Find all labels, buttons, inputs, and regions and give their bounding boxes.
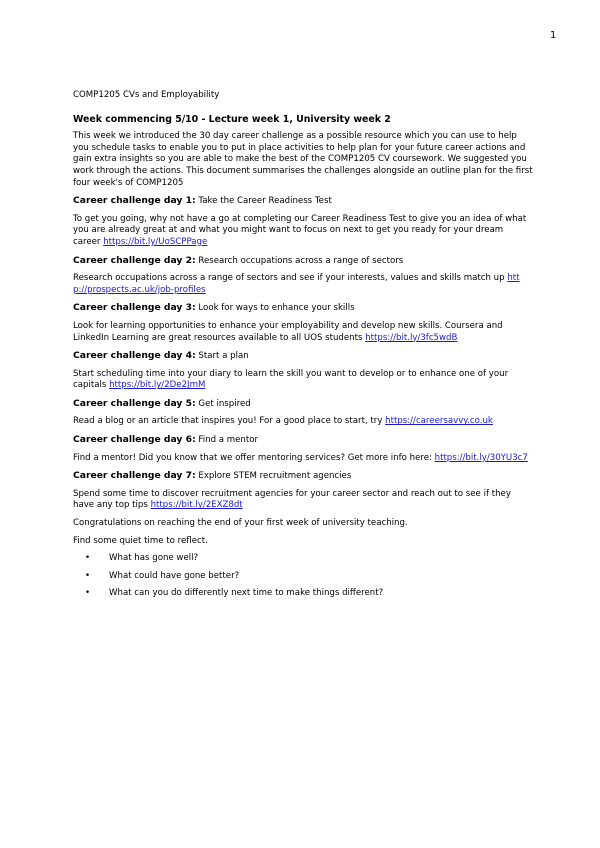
course-title: COMP1205 CVs and Employability bbox=[73, 90, 220, 100]
reflect-question bbox=[73, 588, 533, 600]
reflect-question bbox=[73, 553, 533, 565]
challenge-description bbox=[73, 273, 533, 296]
challenge-text: Find a mentor! Did you know that we offer mentoring services? Get more info here: bbox=[73, 452, 435, 463]
challenge-title: Take the Career Readiness Test bbox=[198, 196, 332, 207]
intro-paragraph: This week we introduced the 30 day career challenge as a possible resource which you can use to help you schedule tasks to enable you to put in place activities to help plan for your future career actions and gain extra insights so you are able to make the best of the COMP1205 CV coursework. We suggested you work through the actions. This document summarises the challenges alongside an outline plan for the first four week's of COMP1205 bbox=[73, 131, 533, 188]
challenge-label: Career challenge day 5: bbox=[73, 397, 196, 409]
challenge-text: To get you going, why not have a go at completing our Career Readiness Test to give you an idea of what you are already great at and what you might want to focus on next to get you ready for your dream career bbox=[73, 213, 527, 247]
challenge-heading bbox=[73, 434, 533, 447]
challenge-title: Explore STEM recruitment agencies bbox=[198, 471, 352, 482]
challenge-link[interactable]: https://bit.ly/UoSCPPage bbox=[103, 236, 208, 247]
challenge-link[interactable]: https://bit.ly/2De2JmM bbox=[109, 380, 206, 391]
reflect-question-text: What can you do differently next time to make things different? bbox=[109, 588, 384, 599]
bullet-icon: • bbox=[85, 588, 91, 599]
week-heading: Week commencing 5/10 - Lecture week 1, University week 2 bbox=[73, 113, 391, 125]
challenge-heading bbox=[73, 302, 533, 315]
reflect-question-text: What has gone well? bbox=[109, 553, 199, 564]
challenge-title: Find a mentor bbox=[198, 435, 259, 446]
challenge-text: Read a blog or an article that inspires you! For a good place to start, try bbox=[73, 416, 386, 427]
challenge-title: Get inspired bbox=[198, 398, 251, 409]
congratulations-text: Congratulations on reaching the end of your first week of university teaching. bbox=[73, 518, 408, 529]
challenge-text: Spend some time to discover recruitment agencies for your career sector and reach out to see if they have any top tips bbox=[73, 488, 511, 511]
challenge-link[interactable]: https://bit.ly/2EXZ8dt bbox=[150, 500, 243, 511]
challenge-label: Career challenge day 2: bbox=[73, 254, 196, 266]
challenge-list bbox=[73, 195, 533, 512]
challenge-heading bbox=[73, 398, 533, 411]
challenge-text: Look for learning opportunities to enhance your employability and develop new skills. Coursera and LinkedIn Learning are great resources available to all UOS students bbox=[73, 320, 503, 343]
challenge-title: Research occupations across a range of sectors bbox=[198, 255, 404, 266]
challenge-title: Start a plan bbox=[198, 351, 249, 362]
challenge-description bbox=[73, 489, 533, 512]
challenge-text: Research occupations across a range of sectors and see if your interests, values and skills match up bbox=[73, 273, 508, 284]
reflect-intro: Find some quiet time to reflect. bbox=[73, 535, 208, 546]
challenge-link[interactable]: https://bit.ly/30YU3c7 bbox=[434, 452, 528, 463]
challenge-text: Start scheduling time into your diary to learn the skill you want to develop or to enhance one of your capitals bbox=[73, 368, 509, 391]
bullet-icon: • bbox=[85, 553, 91, 564]
challenge-description bbox=[73, 369, 533, 392]
challenge-label: Career challenge day 3: bbox=[73, 302, 196, 314]
challenge-description bbox=[73, 321, 533, 344]
challenge-heading bbox=[73, 470, 533, 483]
challenge-description bbox=[73, 453, 533, 465]
page-number: 1 bbox=[550, 30, 557, 41]
reflect-question-text: What could have gone better? bbox=[109, 570, 240, 581]
bullet-icon: • bbox=[85, 570, 91, 581]
challenge-label: Career challenge day 7: bbox=[73, 470, 196, 482]
challenge-description bbox=[73, 416, 533, 428]
challenge-heading bbox=[73, 195, 533, 208]
challenge-heading bbox=[73, 255, 533, 268]
challenge-title: Look for ways to enhance your skills bbox=[198, 303, 355, 314]
reflect-question-list bbox=[73, 553, 533, 600]
challenge-link[interactable]: https://bit.ly/3fc5wdB bbox=[365, 332, 458, 343]
challenge-link[interactable]: http://prospects.ac.uk/job-profiles bbox=[73, 273, 520, 295]
reflect-question bbox=[73, 571, 533, 583]
challenge-label: Career challenge day 1: bbox=[73, 195, 196, 207]
challenge-link[interactable]: https://careersavvy.co.uk bbox=[385, 416, 493, 427]
challenge-label: Career challenge day 4: bbox=[73, 350, 196, 362]
challenge-heading bbox=[73, 350, 533, 363]
challenge-label: Career challenge day 6: bbox=[73, 434, 196, 446]
challenge-description bbox=[73, 214, 533, 249]
document-body bbox=[73, 90, 533, 606]
